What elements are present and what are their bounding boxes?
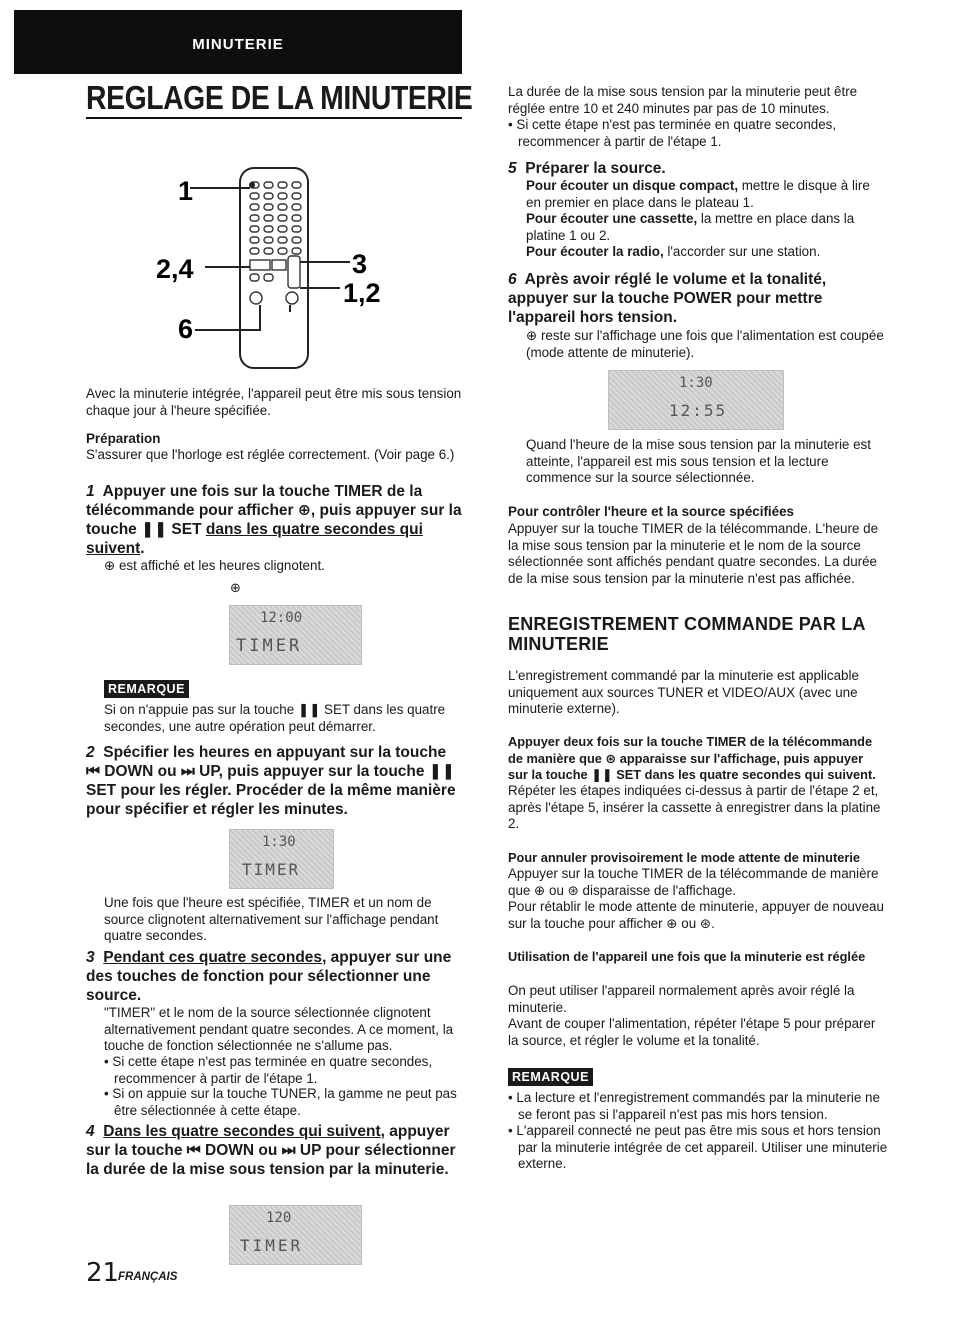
timer-symbol-icon: ⊕ (230, 580, 241, 595)
callout-label-2-4: 2,4 (156, 254, 194, 284)
callout-label-3: 3 (352, 249, 368, 279)
preparation-text: S'assurer que l'horloge est réglée correctement. (Voir page 6.) (86, 447, 455, 462)
step-3-bullet-2: • Si on appuie sur la touche TUNER, la gamme ne peut pas être sélectionnée à cette étape. (104, 1086, 457, 1118)
step-4-heading-underlined: Dans les quatre secondes qui suivent (103, 1123, 381, 1140)
step-6-body: ⊕ reste sur l'affichage une fois que l'alimentation est coupée (mode attente de minuterie). (526, 328, 884, 360)
step-3-heading (86, 948, 464, 1005)
step-3-heading-underlined: Pendant ces quatre secondes (103, 949, 323, 966)
step-3-bullet-1: • Si cette étape n'est pas terminée en quatre secondes, recommencer à partir de l'étape 1. (104, 1054, 433, 1086)
step-2 (86, 743, 464, 819)
lcd-word: 12:55 (669, 401, 728, 420)
page-title: REGLAGE DE LA MINUTERIE (86, 79, 473, 116)
use-text: On peut utiliser l'appareil normalement après avoir réglé la minuterie. (508, 983, 855, 1015)
step-number: 2 (86, 744, 95, 761)
radio-text: l'accorder sur une station. (663, 244, 821, 259)
step-4-heading (86, 1122, 464, 1179)
check-title: Pour contrôler l'heure et la source spécifiées (508, 504, 794, 519)
title-rule (86, 117, 462, 119)
callout-label-1: 1 (178, 176, 194, 206)
step-5-heading-text: Préparer la source. (525, 160, 666, 177)
lcd-time: 1:30 (679, 375, 713, 391)
lcd-word: TIMER (240, 1236, 304, 1255)
step-5-radio (526, 244, 886, 261)
lcd-time: 12:00 (260, 610, 303, 626)
step-1-body: ⊕ est affiché et les heures clignotent. (104, 558, 325, 573)
page-language: FRANÇAIS (118, 1271, 178, 1283)
step-2-heading (86, 743, 464, 819)
remarque-2 (508, 1068, 593, 1086)
step-4-heading-text: , appuyer sur la touche ⏮ DOWN ou ⏭ UP pour sélectionner la durée de la mise sous tension par la minuterie. (86, 1123, 456, 1178)
left-intro: Avec la minuterie intégrée, l'appareil peut être mis sous tension chaque jour à l'heure spécifiée. (86, 386, 462, 418)
recording-intro: L'enregistrement commandé par la minuterie est applicable uniquement aux sources TUNER et VIDEO/AUX (avec une minuterie externe). (508, 668, 859, 716)
cassette-text: la mettre en place dans la platine 1 ou 2. (526, 211, 855, 243)
use-text-2: Avant de couper l'alimentation, répéter l'étape 5 pour préparer la source, et régler le volume et la tonalité. (508, 1016, 876, 1048)
step-number: 1 (86, 483, 95, 500)
check-text: Appuyer sur la touche TIMER de la télécommande. L'heure de la mise sous tension par la minuterie et le nom de la source sélectionnée sont affichés pendant quatre secondes. La durée de la mise sous tension par la minuterie n'est pas affichée. (508, 521, 879, 586)
recording-instruction: Appuyer deux fois sur la touche TIMER de la télécommande de manière que ⊛ apparaisse sur l'affichage, puis appuyer sur la touche ❚❚ SET dans les quatre secondes qui suivent. (508, 734, 876, 782)
cd-label: Pour écouter un disque compact, (526, 178, 739, 193)
lcd-display-step-2 (229, 829, 334, 889)
cancel-title: Pour annuler provisoirement le mode attente de minuterie (508, 850, 860, 865)
step-number: 6 (508, 271, 517, 288)
cancel-text-2: Pour rétablir le mode attente de minuterie, appuyer de nouveau sur la touche pour afficher ⊕ ou ⊛. (508, 899, 884, 931)
step-5-cd (526, 178, 886, 211)
section-label: MINUTERIE (192, 36, 284, 53)
callout-label-1-2: 1,2 (343, 278, 381, 308)
step-3 (86, 948, 464, 1005)
remarque-1 (104, 680, 189, 698)
step-1-heading (86, 482, 464, 558)
lcd-display-step-4 (229, 1205, 362, 1265)
cassette-label: Pour écouter une cassette, (526, 211, 698, 226)
cancel-text: Appuyer sur la touche TIMER de la télécommande de manière que ⊕ ou ⊛ disparaisse de l'affichage. (508, 866, 879, 898)
use-title: Utilisation de l'appareil une fois que la minuterie est réglée (508, 949, 866, 964)
remote-control-figure (150, 160, 410, 380)
step-number: 4 (86, 1123, 95, 1140)
step-number: 3 (86, 949, 95, 966)
step-6 (508, 270, 886, 327)
step-1 (86, 482, 464, 558)
step-6-after: Quand l'heure de la mise sous tension par la minuterie est atteinte, l'appareil est mis sous tension et la lecture commence sur la source sélectionnée. (526, 437, 871, 485)
radio-label: Pour écouter la radio, (526, 244, 664, 259)
step-1-heading-text: Appuyer une fois sur la touche TIMER de la télécommande pour afficher ⊕, puis appuyer sur la touche ❚❚ SET (86, 483, 462, 538)
step-3-body: "TIMER" et le nom de la source sélectionnée clignotent alternativement pendant quatre secondes. A ce moment, la touche de fonction sélectionnée ne s'allume pas. (104, 1005, 454, 1053)
step-2-heading-text: Spécifier les heures en appuyant sur la touche ⏮ DOWN ou ⏭ UP, puis appuyer sur la touche ❚❚ SET pour les régler. Procéder de la même manière pour spécifier et régler les minutes. (86, 744, 456, 818)
step-5 (508, 159, 886, 178)
step-6-heading-text: Après avoir réglé le volume et la tonalité, appuyer sur la touche POWER pour mettre l'appareil hors tension. (508, 271, 827, 326)
callout-label-6: 6 (178, 314, 194, 344)
remarque-2-bullet-2: • L'appareil connecté ne peut pas être mis sous et hors tension par la minuterie intégrée de cet appareil. Utiliser une minuterie externe. (508, 1123, 888, 1171)
step-3-heading-text: , appuyer sur une des touches de fonction pour sélectionner une source. (86, 949, 452, 1004)
step-1-heading-end: . (140, 540, 145, 557)
step-5-cassette (526, 211, 886, 244)
remarque-1-text: Si on n'appuie pas sur la touche ❚❚ SET dans les quatre secondes, une autre opération peut démarrer. (104, 702, 446, 734)
step-4 (86, 1122, 464, 1179)
remarque-label: REMARQUE (508, 1068, 593, 1086)
preparation-title: Préparation (86, 431, 161, 446)
recording-text: Répéter les étapes indiquées ci-dessus à partir de l'étape 2 et, après l'étape 5, insérer la cassette à enregistrer dans la platine 2. (508, 783, 881, 831)
cd-text: mettre le disque à lire en premier en place dans le plateau 1. (526, 178, 870, 210)
lcd-word: TIMER (242, 860, 301, 879)
lcd-time: 120 (266, 1210, 292, 1226)
step-2-body: Une fois que l'heure est spécifiée, TIMER et un nom de source clignotent alternativement sur l'affichage pendant quatre secondes. (104, 895, 439, 943)
right-intro: La durée de la mise sous tension par la minuterie peut être réglée entre 10 et 240 minutes par pas de 10 minutes. (508, 84, 858, 116)
step-1-heading-underlined: dans les quatre secondes qui suivent (86, 521, 423, 557)
lcd-word: TIMER (236, 636, 303, 656)
remarque-label: REMARQUE (104, 680, 189, 698)
right-intro-bullet: • Si cette étape n'est pas terminée en quatre secondes, recommencer à partir de l'étape 1. (508, 117, 837, 149)
step-5-heading (508, 159, 886, 178)
step-number: 5 (508, 160, 517, 177)
step-6-heading (508, 270, 886, 327)
remarque-2-bullet-1: • La lecture et l'enregistrement commandés par la minuterie ne se feront pas si l'appareil n'est pas mis hors tension. (508, 1090, 880, 1122)
lcd-time: 1:30 (262, 834, 296, 850)
lcd-display-step-1 (229, 605, 362, 665)
recording-section-title: ENREGISTREMENT COMMANDE PAR LA MINUTERIE (508, 614, 865, 654)
lcd-display-step-6 (608, 370, 784, 430)
page-number: 21 (86, 1258, 120, 1288)
section-header-bar (14, 10, 462, 74)
